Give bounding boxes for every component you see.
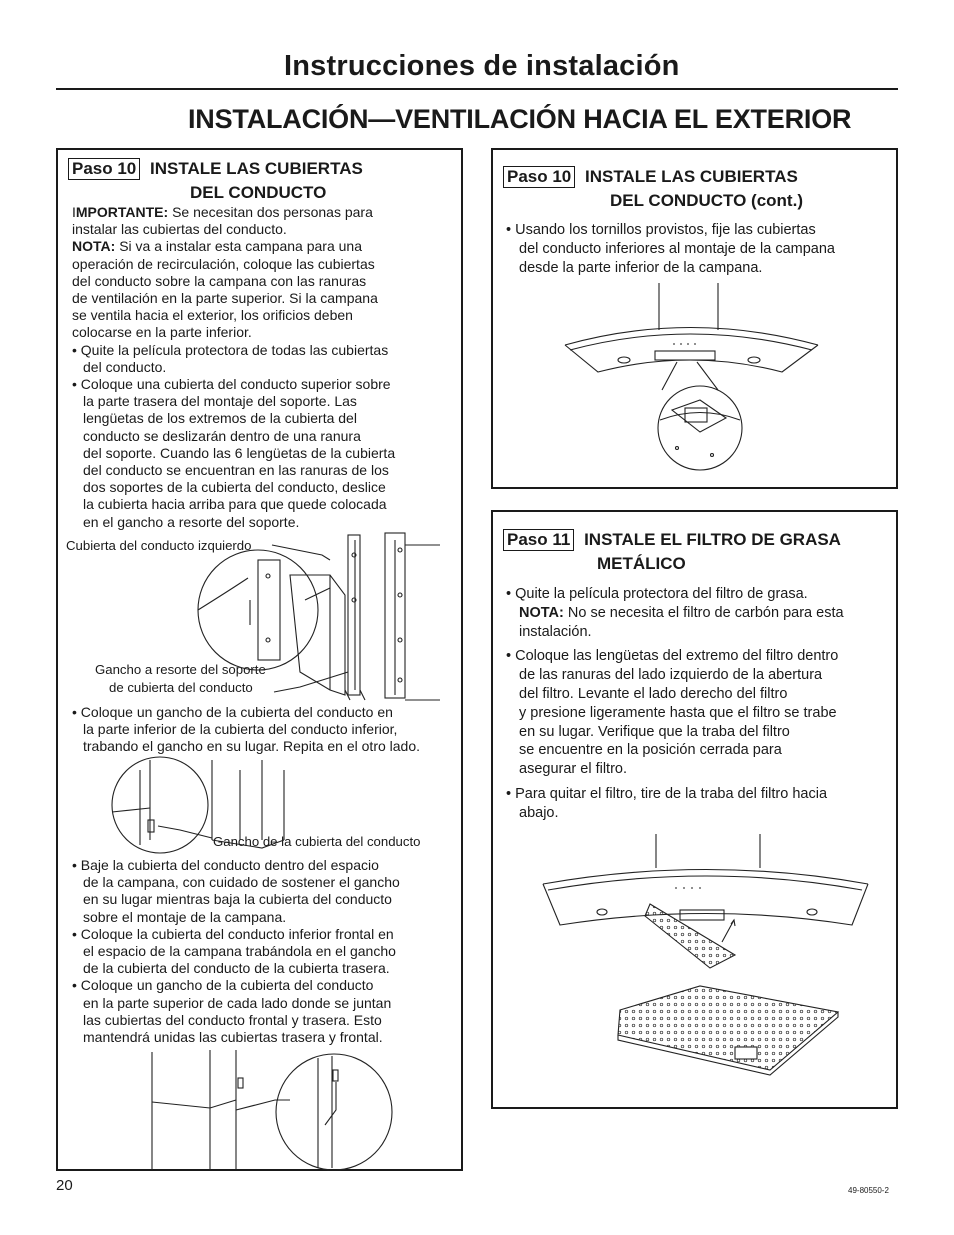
step-title-line-1c: INSTALE EL FILTRO DE GRASA <box>584 530 841 549</box>
step-title-line-2: DEL CONDUCTO <box>190 183 327 202</box>
note-label: NOTA: <box>72 238 116 255</box>
fig1-label-cover: Cubierta del conducto izquierdo <box>66 538 252 553</box>
fig1-label-hook-1: Gancho a resorte del soporte <box>95 662 266 677</box>
right-bottom-text: • Quite la película protectora del filtro de grasa. NOTA: No se necesita el filtro de carbón para esta instalación. • Coloque las lengüetas del extremo del filtro dentro de las ranuras del lado izquierdo de la abertura del filtro. Levante el lado derecho del filtro y presione ligeramente hasta que el filtro se trabe en su lugar. Verifique que la traba del filtro se encuentre en la posición cerrada para asegurar el filtro. • Para quitar el filtro, tire de la traba del filtro hacia abajo. <box>506 586 844 821</box>
document-code: 49-80550-2 <box>848 1186 889 1195</box>
step-number-badge-2: Paso 10 <box>503 166 575 188</box>
important-label: MPORTANTE: <box>75 204 169 220</box>
section-title: INSTALACIÓN—VENTILACIÓN HACIA EL EXTERIOR <box>188 104 852 134</box>
right-top-bullet: • Usando los tornillos provistos, fije las cubiertas del conducto inferiores al montaje de la campana desde la parte inferior de la campana. <box>506 222 835 276</box>
left-intro-text: IMPORTANTE: Se necesitan dos personas para instalar las cubiertas del conducto. NOTA: Si va a instalar esta campana para una operación de recirculación, coloque las cubiertas del conducto sobre la campana con las ranuras de ventilación en la parte superior. Si la campana se ventila hacia el exterior, los orificios deben colocarse en la parte inferior. • Quite la película protectora de todas las cubiertas del conducto. • Coloque una cubierta del conducto superior sobre la parte trasera del montaje del soporte. Las lengüetas de los extremos de la cubierta del conducto se deslizarán dentro de una ranura del soporte. Cuando las 6 lengüetas de la cubierta del conducto se encuentran en las ranuras de los dos soportes de la cubierta del conducto, deslice la cubierta hacia arriba para que quede colocada en el gancho a resorte del soporte. <box>72 204 396 530</box>
step-title-line-1: INSTALE LAS CUBIERTAS <box>150 159 363 178</box>
page-number: 20 <box>56 1177 73 1194</box>
step-title-line-2b: DEL CONDUCTO (cont.) <box>610 191 803 210</box>
step-title-line-2c: METÁLICO <box>597 554 686 573</box>
left-bullets-lower: • Baje la cubierta del conducto dentro del espacio de la campana, con cuidado de sostener el gancho en su lugar mientras baja la cubierta del conducto sobre el montaje de la campana. • Coloque la cubierta del conducto inferior frontal en el espacio de la campana trabándola en el gancho de la cubierta del conducto de la cubierta trasera. • Coloque un gancho de la cubierta del conducto en la parte superior de cada lado donde se juntan las cubiertas del conducto frontal y trasera. Esto mantendrá unidas las cubiertas trasera y frontal. <box>72 857 400 1046</box>
left-bullet3: • Coloque un gancho de la cubierta del conducto en la parte inferior de la cubierta del conducto inferior, trabando el gancho en su lugar. Repita en el otro lado. <box>72 704 421 755</box>
page-title: Instrucciones de instalación <box>284 50 680 82</box>
step-title-line-1b: INSTALE LAS CUBIERTAS <box>585 167 798 186</box>
fig2-label-hook: Gancho de la cubierta del conducto <box>213 834 421 849</box>
step-number-badge-3: Paso 11 <box>503 529 574 551</box>
step-number-badge: Paso 10 <box>68 158 140 180</box>
fig1-label-hook-2: de cubierta del conducto <box>109 680 253 695</box>
note-label-2: NOTA: <box>519 604 564 621</box>
